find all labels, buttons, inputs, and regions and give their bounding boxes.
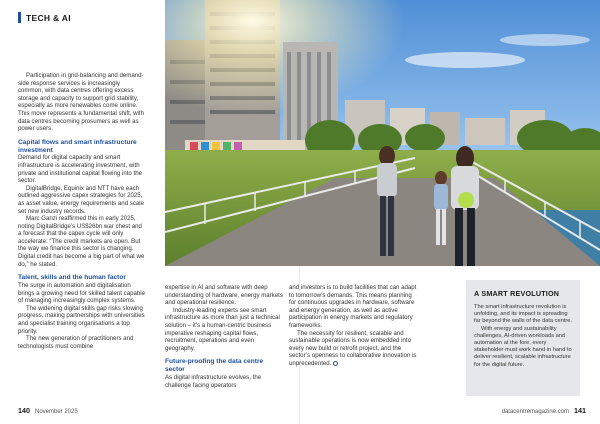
footer-right (502, 406, 586, 415)
paragraph: As digital infrastructure evolves, the challenge facing operators (165, 373, 262, 389)
paragraph: Industry-leading experts see smart infrastructure as more than just a technical solution – it’s a human-centric business imperative reshaping capital flows, recruitment, operations and even geography. (165, 306, 280, 352)
intro-paragraph: Participation in grid-balancing and demand-side response services is increasingly common, with data centres offering excess storage and capacity to support grid stability, especially as more renewables come online. This move represents a fundamental shift, with data centres becoming prosumers as well as power users. (18, 72, 144, 133)
city-bridge-illustration (165, 0, 600, 266)
paragraph: The widening digital skills gap risks slowing progress, making partnerships with universities and specialist training organisations a top priority. (18, 304, 145, 335)
sidebar-paragraph: With energy and sustainability challenges, AI-driven workloads and automation at the fore, every stakeholder must work hand in hand to deliver resilient, scalable infrastructure for the digital future. (474, 325, 572, 368)
paragraph: The surge in automation and digitalisation brings a growing need for skilled talent capable of managing increasingly complex systems. (18, 282, 146, 305)
paragraph: and investors is to build facilities that can adapt to tomorrow’s demands. This means planning for continuous upgrades in hardware, software and energy generation, as well as active participation in energy markets and regulatory frameworks. (289, 284, 417, 329)
subheading-talent: Talent, skills and the human factor (18, 274, 126, 282)
paragraph: DigitalBridge, Equinix and NTT have each outlined aggressive capex strategies for 2025, as asset value, energy requirements and scale set new industry records. (18, 184, 145, 215)
paragraph: The new generation of practitioners and technologists must combine (18, 335, 134, 350)
section-accent-bar (18, 12, 21, 23)
issue-date: November 2025 (35, 409, 78, 415)
end-of-article-icon (333, 361, 338, 366)
subheading-future-proofing: Future-proofing the data centre sector (165, 358, 264, 374)
section-tag (18, 12, 71, 23)
paragraph: Marc Ganzi reaffirmed this in early 2025, noting DigitalBridge’s US$26bn war chest and a forecast that the capex cycle will only accelerate: “The credit markets are open. But the way we finance this sector is changing. Digital credit has become a big part of what we do,” he stated. (18, 215, 145, 268)
page-number-right: 141 (574, 406, 586, 415)
paragraph: expertise in AI and software with deep understanding of hardware, energy markets and operational resilience. (165, 284, 283, 307)
site-url: datacentremagazine.com (501, 409, 569, 415)
sidebar-box (466, 280, 580, 396)
sidebar-paragraph: The smart infrastructure revolution is unfolding, and its impact is spreading far beyond the walls of the data centre. (474, 304, 573, 325)
footer-left (18, 406, 78, 415)
feature-photo (165, 0, 600, 266)
section-label: TECH & AI (26, 12, 71, 23)
paragraph (289, 330, 417, 368)
sidebar-title: A SMART REVOLUTION (474, 289, 560, 298)
page-number-left: 140 (18, 406, 30, 415)
article-column-1 (18, 72, 146, 350)
subheading-capital-flows: Capital flows and smart infrastructure investment (18, 138, 137, 154)
closing-paragraph-text: The necessity for resilient, scalable and sustainable operations is now embedded into every new build or retrofit project, and the sector’s openness to collaborative innovation is unprecedented. (289, 329, 417, 367)
article-column-3 (289, 284, 417, 368)
article-column-2 (165, 284, 283, 389)
paragraph: Demand for digital capacity and smart infrastructure is accelerating investment, with private and institutional capital flowing into the sector. (18, 154, 142, 185)
